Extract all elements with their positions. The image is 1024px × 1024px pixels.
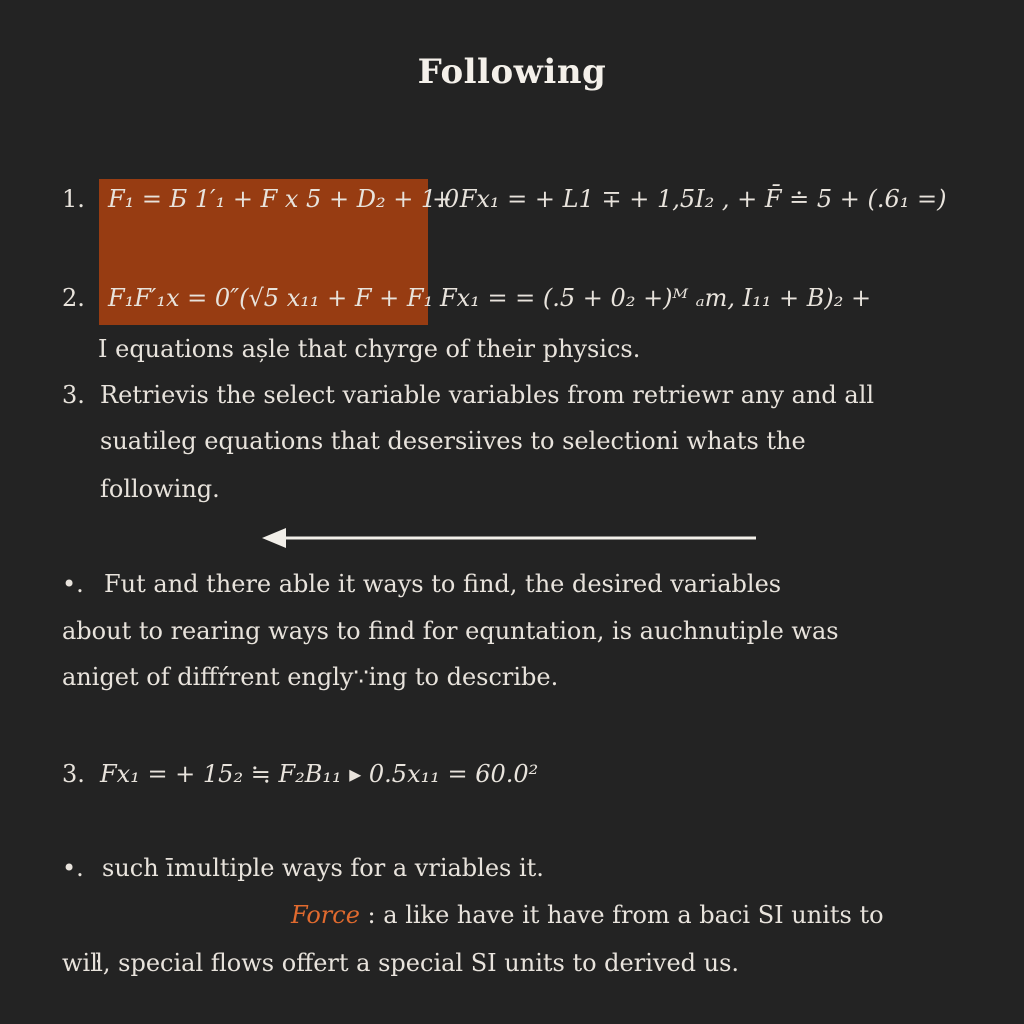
item-3-line-1: Retrievis the select variable variables from retriewr any and all: [100, 381, 875, 409]
force-term: Force: [291, 901, 360, 929]
left-arrow-icon: [262, 524, 758, 552]
item-3-number: 3.: [62, 381, 85, 409]
equation-3-number: 3.: [62, 760, 85, 788]
bullet-1-line-1: Fut and there able it ways to find, the desired variables: [104, 570, 782, 598]
equation-1-number: 1.: [62, 185, 85, 213]
item-3-line-3: following.: [100, 475, 220, 503]
equation-1-left: F₁ = Б 1′₁ + F x 5 + D₂ + 1.0: [108, 185, 460, 213]
equation-2-number: 2.: [62, 284, 85, 312]
equation-2-right: Fx₁ = = (.5 + 0₂ +)ᴹ ₐm, I₁₁ + B)₂ +: [440, 284, 872, 312]
equation-description: I equations așle that chyrge of their physics.: [98, 335, 641, 363]
bullet-1-line-3: aniget of diffŕrent engly∵ing to describe.: [62, 663, 559, 691]
force-definition-line-2: wiŀl, special flows offert a special SI units to derived us.: [62, 949, 740, 977]
equation-2-left: F₁F′₁x = 0″(√5 x₁₁ + F + F₁: [108, 284, 434, 312]
equation-1-right: + Fx₁ = + L1 ∓ + 1,5I₂ , + F̄ ≐ 5 + (.6₁ =): [432, 185, 947, 213]
page-title: Following: [417, 52, 607, 92]
force-definition-line-1: [291, 900, 884, 930]
equation-3-expr: Fx₁ = + 15₂ ≒ F₂B₁₁ ▸ 0.5x₁₁ = 60.0²: [100, 760, 539, 788]
force-separator: :: [359, 901, 384, 929]
item-3-line-2: suatileg equations that desersiives to selectioni whats the: [100, 427, 806, 455]
bullet-1-line-2: about to rearing ways to find for equntation, is auchnutiple was: [62, 617, 839, 645]
bullet-2-mark: •.: [62, 854, 84, 882]
bullet-1-mark: •.: [62, 570, 84, 598]
force-line-1-rest: a like have it have from a baci SI units to: [383, 901, 884, 929]
bullet-2-line: such īmultiple ways for a vriables it.: [102, 854, 544, 882]
